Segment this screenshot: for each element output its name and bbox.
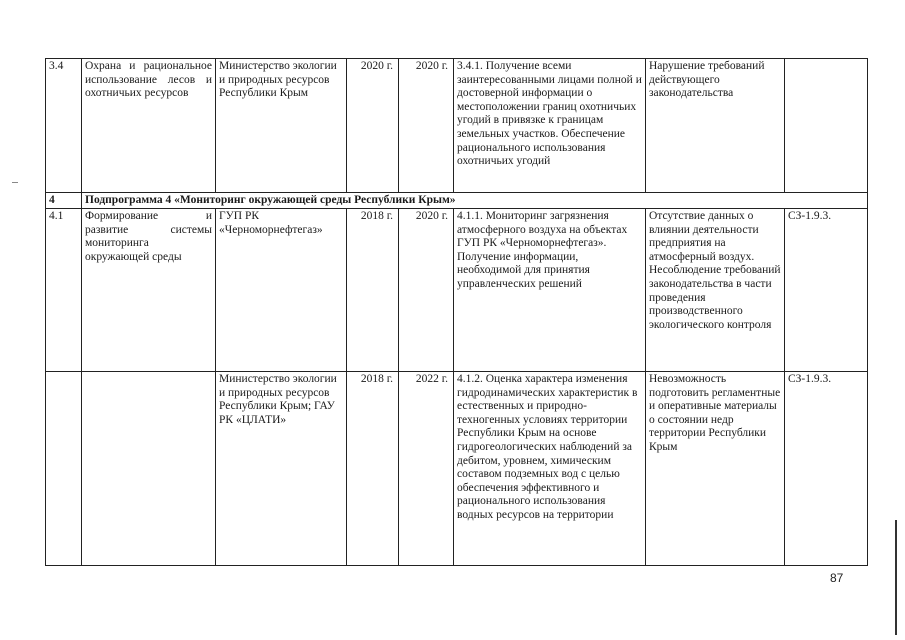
row-number <box>46 372 82 566</box>
end-year: 2020 г. <box>399 209 454 372</box>
executor: Министерство экологии и природных ресурсов Республики Крым; ГАУ РК «ЦЛАТИ» <box>216 372 347 566</box>
scan-edge-mark <box>895 520 897 635</box>
indicator-code: СЗ-1.9.3. <box>785 209 868 372</box>
measure-name <box>82 372 216 566</box>
scan-margin-tick <box>12 182 18 183</box>
row-number: 3.4 <box>46 59 82 193</box>
non-implementation-consequence: Нарушение требований действующего законодательства <box>646 59 785 193</box>
end-year: 2022 г. <box>399 372 454 566</box>
page-number: 87 <box>830 571 844 585</box>
measure-name: Формирование и развитие системы мониторинга окружающей среды <box>82 209 216 372</box>
expected-result: 3.4.1. Получение всеми заинтересованными лицами полной и достоверной информации о местоположении границ охотничьих угодий в привязке к границам земельных участков. Обеспечение рационального использования охотничьих угодий <box>454 59 646 193</box>
row-number: 4.1 <box>46 209 82 372</box>
start-year: 2018 г. <box>347 372 399 566</box>
start-year: 2020 г. <box>347 59 399 193</box>
table-row <box>46 59 868 193</box>
table-row <box>46 372 868 566</box>
expected-result: 4.1.1. Мониторинг загрязнения атмосферного воздуха на объектах ГУП РК «Черноморнефтегаз». Получение информации, необходимой для принятия управленческих решений <box>454 209 646 372</box>
executor: Министерство экологии и природных ресурсов Республики Крым <box>216 59 347 193</box>
indicator-code: СЗ-1.9.3. <box>785 372 868 566</box>
non-implementation-consequence: Невозможность подготовить регламентные и оперативные материалы о состоянии недр территории Республики Крым <box>646 372 785 566</box>
expected-result: 4.1.2. Оценка характера изменения гидродинамических характеристик в естественных и природно-техногенных условиях территории Республики Крым на основе гидрогеологических наблюдений за дебитом, уровнем, химическим составом подземных вод с целью обеспечения эффективного и рационального использования водных ресурсов на территории <box>454 372 646 566</box>
subprogram-row <box>46 193 868 209</box>
subprogram-title: Подпрограмма 4 «Мониторинг окружающей среды Республики Крым» <box>82 193 868 209</box>
program-measures-table <box>45 58 868 566</box>
table-row <box>46 209 868 372</box>
measure-name: Охрана и рациональное использование лесов и охотничьих ресурсов <box>82 59 216 193</box>
non-implementation-consequence: Отсутствие данных о влиянии деятельности предприятия на атмосферный воздух. Несоблюдение требований законодательства в части проведения производственного экологического контроля <box>646 209 785 372</box>
indicator-code <box>785 59 868 193</box>
end-year: 2020 г. <box>399 59 454 193</box>
row-number: 4 <box>46 193 82 209</box>
start-year: 2018 г. <box>347 209 399 372</box>
executor: ГУП РК «Черноморнефтегаз» <box>216 209 347 372</box>
